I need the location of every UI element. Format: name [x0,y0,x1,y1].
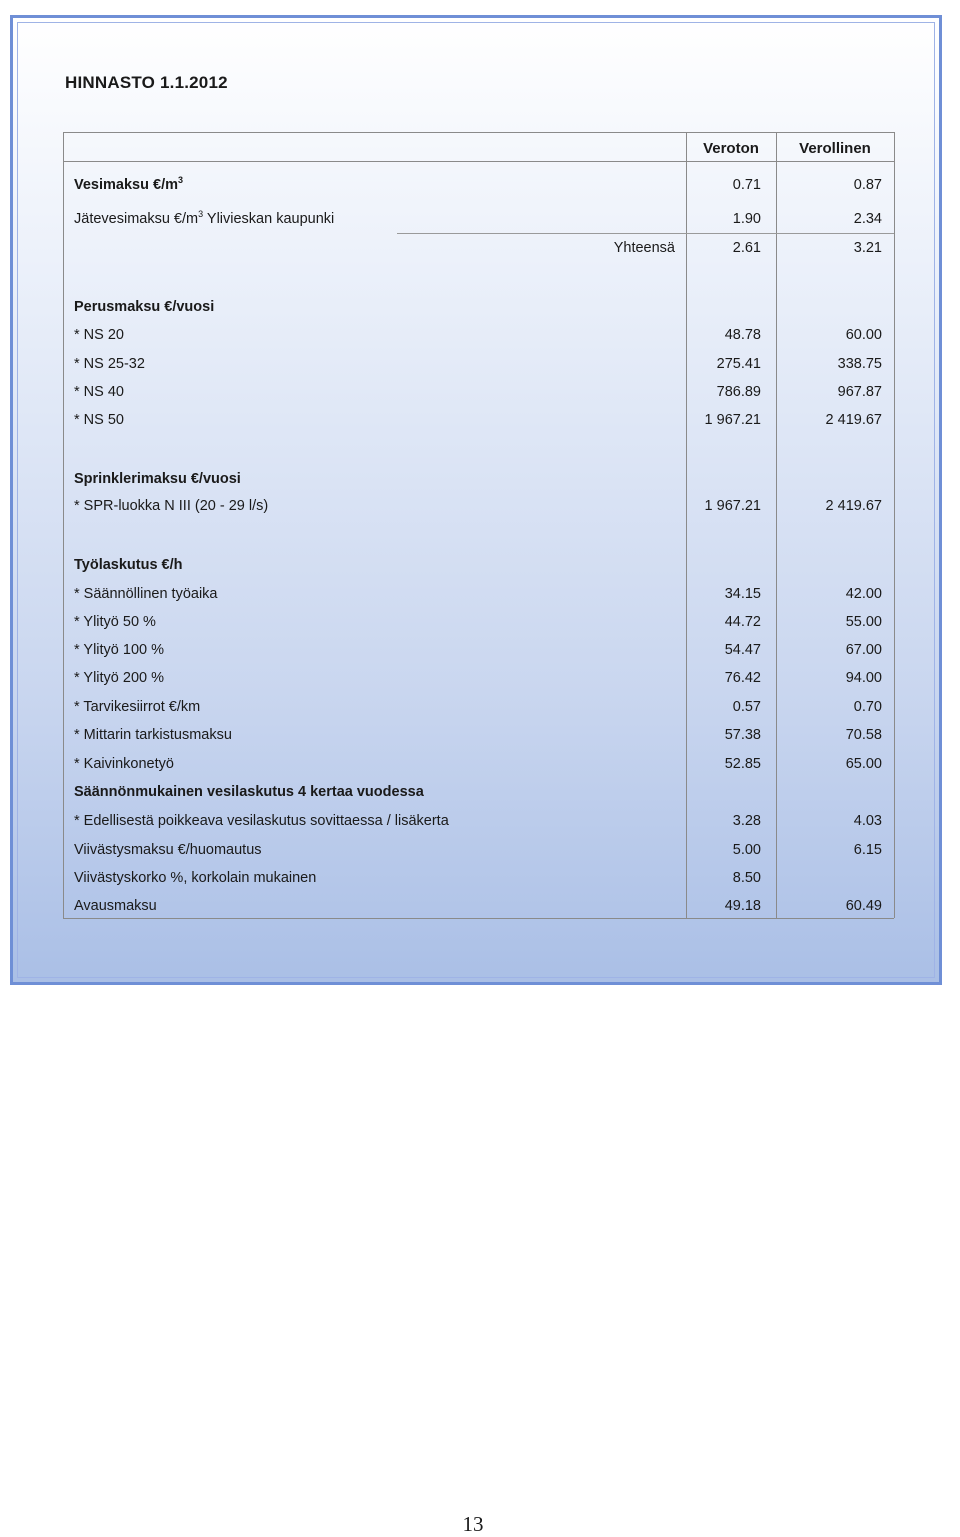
row-value-veroton: 49.18 [724,898,761,914]
page-number: 13 [462,1512,484,1536]
row-value-verollinen: 4.03 [853,813,882,829]
section-heading: Perusmaksu €/vuosi [74,299,215,315]
row-label: * Ylityö 100 % [74,642,165,658]
row-label: Viivästyskorko %, korkolain mukainen [74,870,317,886]
row-value-veroton: 76.42 [724,670,761,686]
row-value-verollinen: 65.00 [845,756,882,772]
row-label: * Mittarin tarkistusmaksu [74,727,232,743]
row-value-veroton: 5.00 [732,842,761,858]
row-value-veroton: 34.15 [724,586,761,602]
table-bottom-border [63,918,894,919]
row-value-veroton: 2.61 [732,240,761,256]
row-value-verollinen: 60.49 [845,898,882,914]
row-value-verollinen: 2 419.67 [825,498,882,514]
row-value-veroton: 8.50 [732,870,761,886]
subtotal-separator [397,233,894,234]
table-left-border [63,132,64,918]
row-value-veroton: 54.47 [724,642,761,658]
row-label: * Ylityö 50 % [74,614,156,630]
row-label: * Tarvikesiirrot €/km [74,699,201,715]
table-col-divider-1 [686,132,687,918]
row-value-veroton: 0.57 [732,699,761,715]
column-header-veroton: Veroton [703,140,759,157]
row-value-veroton: 786.89 [716,384,761,400]
row-value-verollinen: 2.34 [853,211,882,227]
row-value-veroton: 1 967.21 [704,498,761,514]
section-heading: Sprinklerimaksu €/vuosi [74,471,241,487]
row-value-verollinen: 338.75 [837,356,882,372]
row-label: * NS 20 [74,327,124,343]
row-value-veroton: 48.78 [724,327,761,343]
row-label: Avausmaksu [74,898,157,914]
row-value-verollinen: 67.00 [845,642,882,658]
header-separator [63,161,894,162]
row-value-veroton: 52.85 [724,756,761,772]
row-label: * SPR-luokka N III (20 - 29 l/s) [74,498,269,514]
row-label: * Säännöllinen työaika [74,586,218,602]
row-value-veroton: 44.72 [724,614,761,630]
row-value-verollinen: 967.87 [837,384,882,400]
section-heading: Säännönmukainen vesilaskutus 4 kertaa vuodessa [74,784,424,800]
price-table [63,132,894,918]
row-label: * NS 40 [74,384,124,400]
price-list-panel [10,15,942,985]
table-right-border [894,132,895,918]
row-value-verollinen: 42.00 [845,586,882,602]
row-label: Vesimaksu $€/m^3$ [74,175,184,193]
row-value-veroton: 275.41 [716,356,761,372]
table-top-border [63,132,894,133]
row-value-verollinen: 0.87 [853,177,882,193]
row-value-verollinen: 55.00 [845,614,882,630]
row-value-veroton: 1.90 [732,211,761,227]
row-label: * Kaivinkonetyö [74,756,174,772]
row-value-verollinen: 70.58 [845,727,882,743]
row-label: Viivästysmaksu €/huomautus [74,842,262,858]
row-value-verollinen: 3.21 [853,240,882,256]
row-value-veroton: 57.38 [724,727,761,743]
row-value-veroton: 0.71 [732,177,761,193]
row-value-verollinen: 2 419.67 [825,412,882,428]
subtotal-label: Yhteensä [613,240,675,256]
row-label: * Ylityö 200 % [74,670,165,686]
price-list-title: HINNASTO 1.1.2012 [65,73,228,92]
row-value-verollinen: 60.00 [845,327,882,343]
row-value-veroton: 3.28 [732,813,761,829]
row-label: * NS 50 [74,412,124,428]
row-value-verollinen: 94.00 [845,670,882,686]
column-header-verollinen: Verollinen [799,140,871,157]
row-value-veroton: 1 967.21 [704,412,761,428]
section-heading: Työlaskutus €/h [74,557,183,573]
table-col-divider-2 [776,132,777,918]
row-label: * NS 25-32 [74,356,145,372]
row-label: Jätevesimaksu $€/m^3$ Ylivieskan kaupunki [74,209,335,227]
row-value-verollinen: 6.15 [853,842,882,858]
row-label: * Edellisestä poikkeava vesilaskutus sovittaessa / lisäkerta [74,813,449,829]
row-value-verollinen: 0.70 [853,699,882,715]
